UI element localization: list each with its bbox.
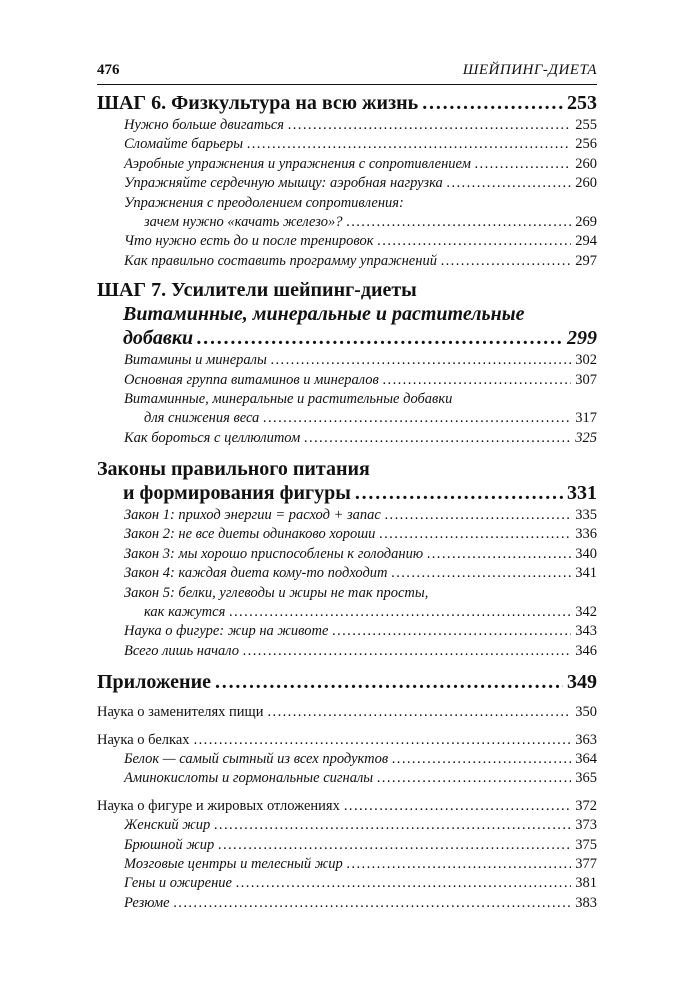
entry-title: Упражняйте сердечную мышцу: аэробная нагрузка <box>124 175 443 192</box>
dot-leader <box>243 642 571 661</box>
dot-leader <box>392 750 571 769</box>
entry-title: Закон 1: приход энергии = расход + запас <box>124 507 381 524</box>
toc-entry[interactable] <box>97 252 597 271</box>
entry-page: 381 <box>575 875 597 892</box>
dot-leader <box>344 797 571 816</box>
section-page: 299 <box>567 327 597 350</box>
toc-entry[interactable] <box>97 816 597 835</box>
dot-leader <box>347 855 572 874</box>
entry-page: 317 <box>575 410 597 427</box>
entry-page: 307 <box>575 371 597 388</box>
entry-title: Закон 4: каждая диета кому-то подходит <box>124 565 388 582</box>
entry-title: Как правильно составить программу упражнений <box>124 252 437 269</box>
entry-title: Упражнения с преодолением сопротивления: <box>124 194 404 211</box>
toc-section-appendix[interactable] <box>97 671 597 695</box>
entry-title: Аминокислоты и гормональные сигналы <box>124 770 374 787</box>
section-subtitle-cont: добавки <box>123 327 194 350</box>
entry-page: 297 <box>575 252 597 269</box>
section-page: 349 <box>567 671 597 694</box>
toc-entry[interactable] <box>97 797 597 816</box>
entry-page: 365 <box>575 770 597 787</box>
entry-title-cont: как кажутся <box>144 604 226 621</box>
dot-leader <box>347 213 572 232</box>
toc-entry[interactable] <box>97 506 597 525</box>
dot-leader <box>378 232 572 251</box>
toc-entry[interactable] <box>97 769 597 788</box>
dot-leader <box>263 409 571 428</box>
entry-page: 255 <box>575 117 597 133</box>
toc-entry[interactable] <box>97 351 597 370</box>
dot-leader <box>441 252 571 271</box>
dot-leader <box>194 731 572 750</box>
entry-page: 341 <box>575 565 597 582</box>
dot-leader <box>447 174 571 193</box>
toc-entry[interactable] <box>97 731 597 750</box>
toc-entry[interactable] <box>97 429 597 448</box>
dot-leader <box>385 506 571 525</box>
section-page: 253 <box>567 92 597 114</box>
entry-page: 350 <box>575 704 597 721</box>
entry-title: Женский жир <box>124 817 211 834</box>
toc-entry-line2[interactable] <box>97 409 597 428</box>
entry-title: Наука о белках <box>97 731 190 748</box>
dot-leader <box>288 116 571 135</box>
entry-title: Гены и ожирение <box>124 875 232 892</box>
entry-title: Наука о фигуре: жир на животе <box>124 623 329 640</box>
toc-entry[interactable] <box>97 135 597 154</box>
entry-title: Белок — самый сытный из всех продуктов <box>124 750 389 767</box>
entry-title: Витаминные, минеральные и растительные добавки <box>124 390 453 407</box>
dot-leader <box>247 135 571 154</box>
dot-leader <box>174 894 572 913</box>
dot-leader <box>236 874 571 893</box>
entry-page: 343 <box>575 623 597 640</box>
dot-leader <box>218 836 571 855</box>
running-title: ШЕЙПИНГ-ДИЕТА <box>462 62 597 78</box>
dot-leader <box>475 155 571 174</box>
dot-leader <box>392 564 572 583</box>
dot-leader <box>422 92 563 114</box>
toc-entry[interactable] <box>97 155 597 174</box>
dot-leader <box>304 429 571 448</box>
dot-leader <box>379 525 571 544</box>
toc-entry[interactable] <box>97 703 597 722</box>
dot-leader <box>355 482 563 504</box>
toc-entry[interactable] <box>97 750 597 769</box>
section-title-step7[interactable]: ШАГ 7. Усилители шейпинг-диеты <box>97 279 417 302</box>
dot-leader <box>215 671 563 693</box>
entry-title: Наука о фигуре и жировых отложениях <box>97 797 340 814</box>
entry-page: 346 <box>575 642 597 659</box>
dot-leader <box>197 327 563 349</box>
entry-page: 363 <box>575 731 597 748</box>
entry-page: 383 <box>575 894 597 911</box>
entry-page: 375 <box>575 836 597 853</box>
dot-leader <box>214 816 571 835</box>
toc-entry[interactable] <box>97 371 597 390</box>
toc-entry[interactable] <box>97 836 597 855</box>
dot-leader <box>229 603 571 622</box>
entry-title-cont: для снижения веса <box>144 410 260 427</box>
entry-page: 373 <box>575 817 597 834</box>
section-title: Приложение <box>97 671 211 694</box>
toc-entry[interactable] <box>97 525 597 544</box>
entry-page: 336 <box>575 526 597 543</box>
toc-entry[interactable] <box>97 855 597 874</box>
entry-title: Резюме <box>124 894 170 911</box>
toc-entry[interactable] <box>97 894 597 913</box>
section-title-cont: и формирования фигуры <box>123 482 351 505</box>
toc-entry[interactable] <box>97 642 597 661</box>
dot-leader <box>332 622 571 641</box>
entry-page: 256 <box>575 136 597 153</box>
entry-title: Мозговые центры и телесный жир <box>124 855 343 872</box>
section-title: ШАГ 6. Физкультура на всю жизнь <box>97 92 419 114</box>
dot-leader <box>427 545 571 564</box>
entry-title: Наука о заменителях пищи <box>97 704 264 721</box>
entry-page: 372 <box>575 797 597 814</box>
entry-page: 342 <box>575 604 597 621</box>
toc-entry-line1[interactable] <box>97 584 597 603</box>
entry-page: 269 <box>575 213 597 230</box>
entry-title: Брюшной жир <box>124 836 215 853</box>
entry-title: Нужно больше двигаться <box>124 117 285 133</box>
entry-page: 325 <box>575 429 597 446</box>
toc-entry-line2[interactable] <box>97 213 597 232</box>
dot-leader <box>383 371 571 390</box>
entry-title: Закон 3: мы хорошо приспособлены к голоданию <box>124 545 424 562</box>
entry-title: Закон 5: белки, углеводы и жиры не так просты, <box>124 584 429 601</box>
table-of-contents <box>97 92 597 913</box>
toc-section-laws[interactable] <box>97 482 597 506</box>
entry-title-cont: зачем нужно «качать железо»? <box>144 213 343 230</box>
entry-title: Всего лишь начало <box>124 642 239 659</box>
toc-entry-line2[interactable] <box>97 603 597 622</box>
section-subtitle-step7: Витаминные, минеральные и растительные <box>123 303 525 326</box>
entry-page: 294 <box>575 233 597 250</box>
toc-section-step6[interactable] <box>97 92 597 116</box>
page-number: 476 <box>97 62 120 78</box>
entry-title: Аэробные упражнения и упражнения с сопротивлением <box>124 155 471 172</box>
entry-page: 260 <box>575 175 597 192</box>
toc-entry[interactable] <box>97 874 597 893</box>
entry-page: 364 <box>575 750 597 767</box>
toc-entry[interactable] <box>97 564 597 583</box>
entry-page: 377 <box>575 855 597 872</box>
section-page: 331 <box>567 482 597 505</box>
toc-entry-line1[interactable] <box>97 194 597 213</box>
entry-page: 302 <box>575 352 597 369</box>
entry-title: Витамины и минералы <box>124 352 267 369</box>
entry-title: Основная группа витаминов и минералов <box>124 371 379 388</box>
toc-section-step7[interactable] <box>97 327 597 351</box>
entry-title: Закон 2: не все диеты одинаково хороши <box>124 526 376 543</box>
toc-entry[interactable] <box>97 116 597 135</box>
entry-title: Как бороться с целлюлитом <box>124 429 301 446</box>
dot-leader <box>377 769 571 788</box>
toc-entry[interactable] <box>97 174 597 193</box>
dot-leader <box>271 351 571 370</box>
dot-leader <box>267 703 571 722</box>
toc-entry[interactable] <box>97 545 597 564</box>
running-header <box>97 60 597 85</box>
toc-entry-line1[interactable] <box>97 390 597 409</box>
toc-entry[interactable] <box>97 232 597 251</box>
entry-page: 260 <box>575 155 597 172</box>
entry-title: Что нужно есть до и после тренировок <box>124 233 374 250</box>
toc-entry[interactable] <box>97 622 597 641</box>
entry-page: 335 <box>575 507 597 524</box>
section-title-laws[interactable]: Законы правильного питания <box>97 458 370 481</box>
entry-page: 340 <box>575 545 597 562</box>
entry-title: Сломайте барьеры <box>124 136 244 153</box>
